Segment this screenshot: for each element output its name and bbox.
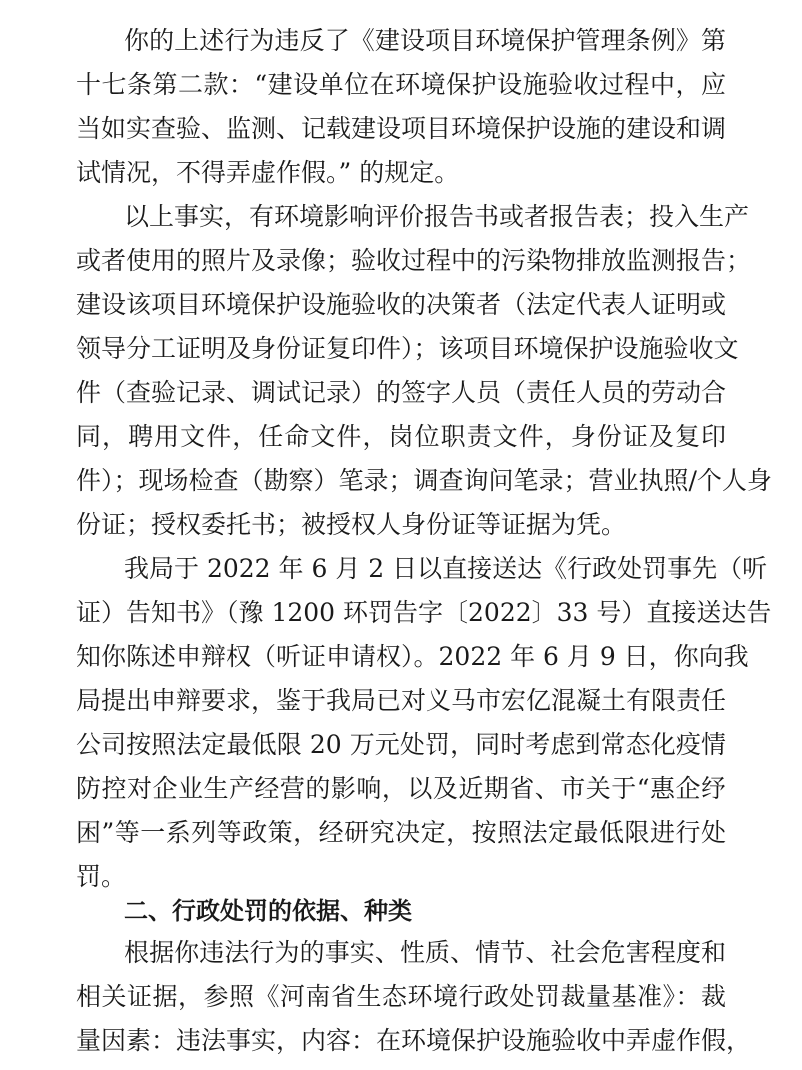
paragraph-2-line-3: 建设该项目环境保护设施验收的决策者（法定代表人证明或 [76,290,727,319]
paragraph-2-line-6: 同，聘用文件，任命文件，岗位职责文件，身份证及复印 [76,422,726,451]
paragraph-2-line-4: 领导分工证明及身份证复印件）；该项目环境保护设施验收文 [76,334,739,363]
paragraph-1-line-3: 当如实查验、监测、记载建设项目环境保护设施的建设和调 [76,114,727,143]
paragraph-3-line-5: 公司按照法定最低限 20 万元处罚，同时考虑到常态化疫情 [76,730,726,759]
paragraph-2-line-7: 件）；现场检查（勘察）笔录；调查询问笔录；营业执照/个人身 [76,466,772,495]
paragraph-2-line-1: 以上事实，有环境影响评价报告书或者报告表；投入生产 [124,202,750,231]
section-heading: 二、行政处罚的依据、种类 [124,897,412,925]
paragraph-2-line-2: 或者使用的照片及录像；验收过程中的污染物排放监测报告； [76,246,752,275]
paragraph-3-line-7: 困”等一系列等政策，经研究决定，按照法定最低限进行处 [76,818,726,847]
paragraph-3-line-2: 证）告知书》（豫 1200 环罚告字〔2022〕33 号）直接送达告 [76,598,772,627]
paragraph-3-line-1: 我局于 2022 年 6 月 2 日以直接送达《行政处罚事先（听 [124,554,768,583]
paragraph-2-line-5: 件（查验记录、调试记录）的签字人员（责任人员的劳动合 [76,378,727,407]
paragraph-2-line-8: 份证；授权委托书；被授权人身份证等证据为凭。 [76,510,627,539]
paragraph-3-line-8: 罚。 [76,862,127,891]
paragraph-1-line-4: 试情况，不得弄虚作假。” 的规定。 [76,158,460,187]
paragraph-3-line-6: 防控对企业生产经营的影响，以及近期省、市关于“惠企纾 [76,774,726,803]
section-paragraph-line-2: 相关证据，参照《河南省生态环境行政处罚裁量基准》：裁 [76,982,726,1011]
paragraph-3-line-3: 知你陈述申辩权（听证申请权）。2022 年 6 月 9 日，你向我 [76,642,749,671]
section-paragraph-line-3: 量因素：违法事实，内容：在环境保护设施验收中弄虚作假， [76,1026,752,1055]
section-paragraph-line-1: 根据你违法行为的事实、性质、情节、社会危害程度和 [124,938,726,967]
paragraph-1-line-1: 你的上述行为违反了《建设项目环境保护管理条例》第 [124,26,726,55]
paragraph-3-line-4: 局提出申辩要求，鉴于我局已对义马市宏亿混凝土有限责任 [76,686,727,715]
paragraph-1-line-2: 十七条第二款：“建设单位在环境保护设施验收过程中，应 [76,70,726,99]
